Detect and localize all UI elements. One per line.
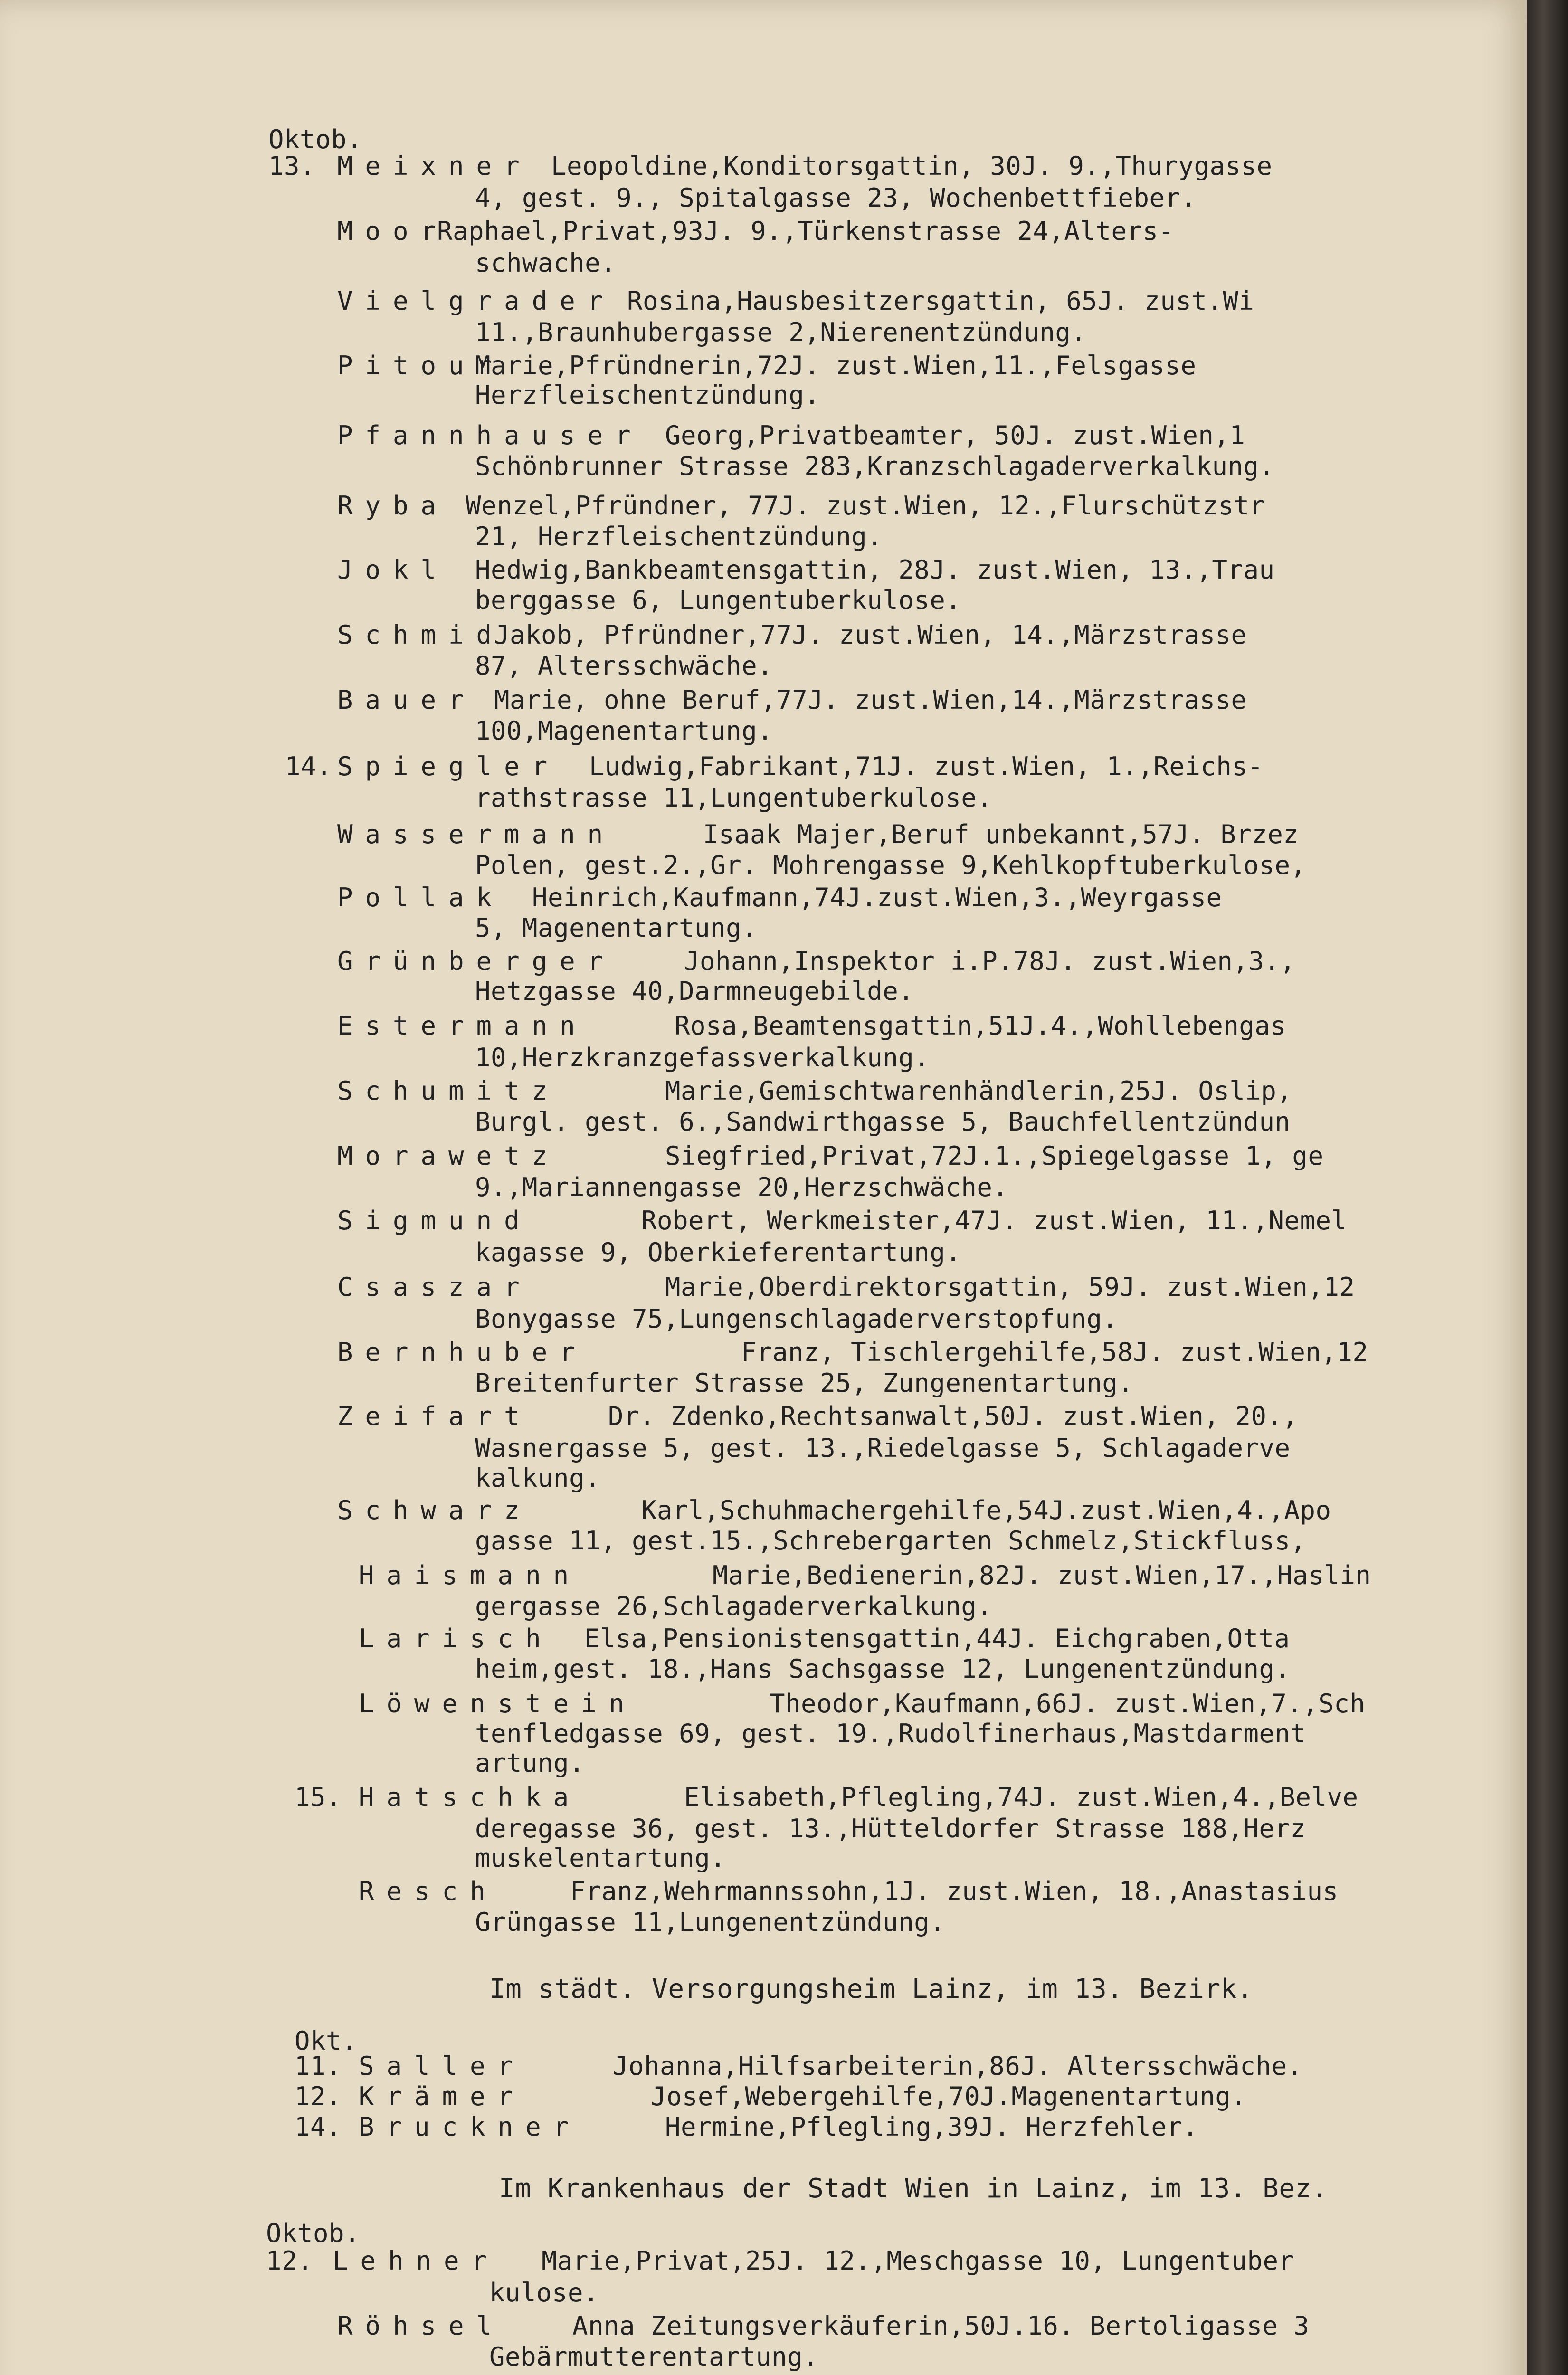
entry-line: Marie,Bedienerin,82J. zust.Wien,17.,Haslin [713,1560,1371,1590]
entry-surname: Löwenstein [359,1689,637,1719]
entry-line: gergasse 26,Schlagaderverkalkung. [475,1591,993,1621]
entry-line: Jakob, Pfründner,77J. zust.Wien, 14.,Märzstrasse [494,620,1247,650]
entry-line: Theodor,Kaufmann,66J. zust.Wien,7.,Sch [770,1689,1366,1719]
entry-line: Raphael,Privat,93J. 9.,Türkenstrasse 24,Alters- [437,216,1174,246]
section-heading: Im städt. Versorgungsheim Lainz, im 13. Bezirk. [489,1974,1254,2004]
entry-surname: Pfannhauser [337,420,643,450]
book-spine [1527,0,1568,2375]
entry-line: Elsa,Pensionistensgattin,44J. Eichgraben,Otta [584,1624,1290,1653]
entry-surname: Moor [337,216,449,246]
entry-line: Bonygasse 75,Lungenschlagaderverstopfung. [475,1304,1118,1334]
entry-line: Leopoldine,Konditorsgattin, 30J. 9.,Thurygasse [551,151,1273,181]
entry-surname: Grünberger [337,946,616,976]
date-header: Oktob. [266,2218,361,2248]
entry-line: kagasse 9, Oberkieferentartung. [475,1237,961,1267]
entry-line: 5, Magenentartung. [475,913,758,943]
entry-line: Marie, ohne Beruf,77J. zust.Wien,14.,Märzstrasse [494,685,1247,715]
entry-line: Herzfleischentzündung. [475,380,820,410]
entry-line: Rosina,Hausbesitzersgattin, 65J. zust.Wi [627,286,1254,316]
entry-surname: Meixner [337,151,532,181]
entry-line: 87, Altersschwäche. [475,651,773,681]
entry-surname: Resch [359,1876,498,1906]
entry-surname: Estermann [337,1011,588,1041]
entry-date: 12. [266,2246,314,2276]
entry-line: Johann,Inspektor i.P.78J. zust.Wien,3., [684,946,1296,976]
entry-line: 4, gest. 9., Spitalgasse 23, Wochenbettfieber. [475,183,1197,213]
entry-date: 14. [285,751,333,781]
entry-line: Elisabeth,Pflegling,74J. zust.Wien,4.,Belve [684,1782,1359,1812]
entry-line: 100,Magenentartung. [475,716,773,746]
entry-line: Grüngasse 11,Lungenentzündung. [475,1907,946,1937]
entry-line: Josef,Webergehilfe,70J.Magenentartung. [651,2081,1247,2111]
entry-surname: Sigmund [337,1206,532,1235]
entry-line: Gebärmutterentartung. [489,2342,819,2372]
entry-line: Johanna,Hilfsarbeiterin,86J. Altersschwäche. [613,2051,1303,2081]
entry-line: Isaak Majer,Beruf unbekannt,57J. Brzez [703,819,1299,849]
entry-line: muskelentartung. [475,1843,726,1873]
entry-line: Heinrich,Kaufmann,74J.zust.Wien,3.,Weyrgasse [532,883,1222,912]
entry-line: Georg,Privatbeamter, 50J. zust.Wien,1 [665,420,1245,450]
entry-surname: Lehner [333,2246,500,2276]
entry-line: Hermine,Pflegling,39J. Herzfehler. [665,2112,1198,2142]
entry-surname: Hatschka [359,1782,581,1812]
entry-surname: Bauer [337,685,476,715]
entry-surname: Schwarz [337,1495,532,1525]
entry-surname: Csaszar [337,1272,532,1302]
date-header: Okt. [295,2026,358,2056]
entry-surname: Röhsel [337,2311,504,2341]
entry-date: 13. [268,151,316,181]
entry-line: Wasnergasse 5, gest. 13.,Riedelgasse 5, Schlagaderve [475,1433,1291,1463]
entry-line: Karl,Schuhmachergehilfe,54J.zust.Wien,4.,Apo [641,1495,1331,1525]
entry-surname: Haismann [359,1560,581,1590]
entry-surname: Zeifart [337,1401,532,1431]
entry-line: deregasse 36, gest. 13.,Hütteldorfer Strasse 188,Herz [475,1814,1306,1843]
entry-line: Franz, Tischlergehilfe,58J. zust.Wien,12 [741,1337,1368,1367]
entry-surname: Vielgrader [337,286,616,316]
entry-line: Dr. Zdenko,Rechtsanwalt,50J. zust.Wien, 20., [608,1401,1298,1431]
entry-date: 15. [295,1782,342,1812]
entry-surname: Bernhuber [337,1337,588,1367]
entry-line: Franz,Wehrmannssohn,1J. zust.Wien, 18.,Anastasius [570,1876,1339,1906]
entry-line: Ludwig,Fabrikant,71J. zust.Wien, 1.,Reichs- [589,751,1264,781]
entry-line: Siegfried,Privat,72J.1.,Spiegelgasse 1, ge [665,1141,1324,1171]
entry-line: 10,Herzkranzgefassverkalkung. [475,1043,930,1073]
entry-surname: Wassermann [337,819,616,849]
entry-line: 11.,Braunhubergasse 2,Nierenentzündung. [475,317,1087,347]
entry-surname: Ryba [337,491,449,521]
entry-line: Rosa,Beamtensgattin,51J.4.,Wohllebengas [675,1011,1286,1041]
entry-surname: Krämer [359,2081,526,2111]
entry-line: Anna Zeitungsverkäuferin,50J.16. Bertoligasse 3 [572,2311,1310,2341]
entry-line: Schönbrunner Strasse 283,Kranzschlagaderverkalkung. [475,451,1275,481]
entry-surname: Schumitz [337,1076,560,1106]
entry-line: 9.,Mariannengasse 20,Herzschwäche. [475,1172,1008,1202]
entry-line: Hetzgasse 40,Darmneugebilde. [475,976,914,1006]
entry-surname: Pitour [337,351,504,380]
entry-date: 12. [295,2081,342,2111]
entry-line: Polen, gest.2.,Gr. Mohrengasse 9,Kehlkopftuberkulose, [475,850,1306,880]
entry-line: gasse 11, gest.15.,Schrebergarten Schmelz,Stickfluss, [475,1526,1306,1556]
entry-date: 11. [295,2051,342,2081]
entry-line: Marie,Oberdirektorsgattin, 59J. zust.Wien,12 [665,1272,1355,1302]
entry-surname: Morawetz [337,1141,560,1171]
entry-line: rathstrasse 11,Lungentuberkulose. [475,783,993,813]
entry-line: tenfledgasse 69, gest. 19.,Rudolfinerhaus,Mastdarment [475,1719,1306,1748]
entry-line: Marie,Pfründnerin,72J. zust.Wien,11.,Felsgasse [475,351,1197,380]
section-heading: Im Krankenhaus der Stadt Wien in Lainz, im 13. Bez. [499,2173,1328,2204]
entry-line: artung. [475,1748,585,1778]
entry-line: heim,gest. 18.,Hans Sachsgasse 12, Lungenentzündung. [475,1654,1291,1684]
entry-line: kalkung. [475,1463,601,1493]
entry-surname: Pollak [337,883,504,912]
entry-line: Burgl. gest. 6.,Sandwirthgasse 5, Bauchfellentzündun [475,1107,1291,1137]
entry-line: Hedwig,Bankbeamtensgattin, 28J. zust.Wien, 13.,Trau [475,555,1275,585]
entry-line: Marie,Gemischtwarenhändlerin,25J. Oslip, [665,1076,1292,1106]
entry-line: Robert, Werkmeister,47J. zust.Wien, 11.,Nemel [641,1206,1347,1235]
entry-line: 21, Herzfleischentzündung. [475,522,883,551]
entry-line: Breitenfurter Strasse 25, Zungenentartung. [475,1368,1134,1398]
entry-line: Wenzel,Pfründner, 77J. zust.Wien, 12.,Flurschützstr [466,491,1265,521]
entry-line: berggasse 6, Lungentuberkulose. [475,585,961,615]
entry-surname: Saller [359,2051,526,2081]
entry-surname: Bruckner [359,2112,581,2142]
entry-line: kulose. [489,2278,599,2308]
date-header: Oktob. [268,124,363,154]
entry-line: Marie,Privat,25J. 12.,Meschgasse 10, Lungentuber [542,2246,1294,2276]
entry-surname: Schmid [337,620,504,650]
entry-surname: Jokl [337,555,449,585]
entry-line: schwache. [475,248,617,278]
entry-date: 14. [295,2112,342,2142]
entry-surname: Larisch [359,1624,553,1653]
entry-surname: Spiegler [337,751,560,781]
